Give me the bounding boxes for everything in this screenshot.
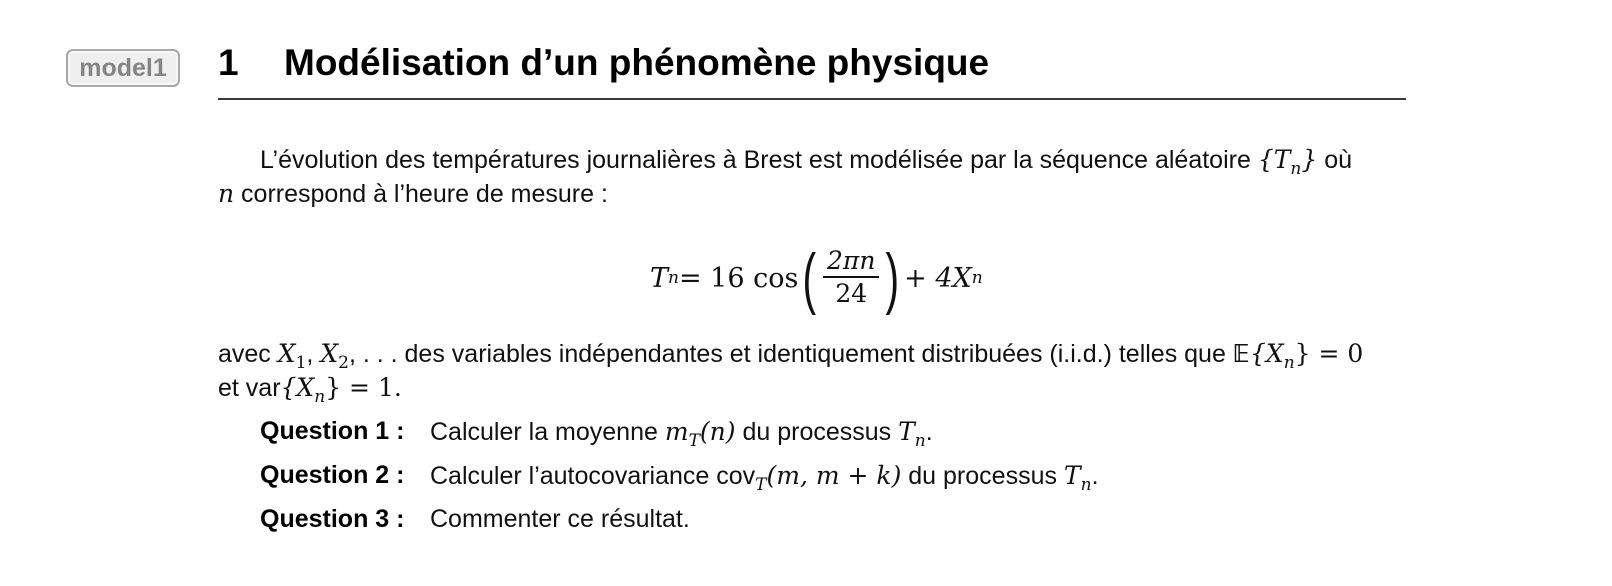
- eq-coefficient: = 16 cos: [678, 262, 799, 294]
- condition-line-1: [218, 339, 1363, 373]
- variance-arg: {X: [280, 373, 315, 402]
- display-equation: [650, 238, 983, 318]
- eq-rhs: + 4X: [904, 262, 972, 294]
- right-paren: ): [885, 240, 900, 316]
- condition-start: avec: [218, 340, 278, 368]
- question-1-text-b: du processus: [735, 418, 899, 446]
- comma-1: ,: [306, 340, 321, 368]
- section-title: Modélisation d’un phénomène physique: [284, 42, 990, 83]
- cov-argument: (m, m + k): [766, 461, 902, 490]
- fraction-denominator: 24: [835, 279, 868, 308]
- expectation-value: } = 0: [1294, 339, 1364, 368]
- mean-subscript: T: [688, 431, 700, 451]
- question-2-text-a: Calculer l’autocovariance cov: [430, 462, 756, 490]
- question-2-label: Question 2 :: [260, 461, 405, 489]
- process-symbol-2: T: [1063, 461, 1081, 490]
- index-variable: n: [218, 179, 235, 208]
- question-1-period: .: [925, 418, 933, 446]
- left-paren: (: [802, 240, 817, 316]
- question-3-text: Commenter ce résultat.: [430, 505, 690, 533]
- variance-value: } = 1.: [325, 373, 402, 402]
- x1-subscript: 1: [295, 353, 307, 373]
- intro-line-1: [260, 145, 1352, 179]
- expectation-subscript: n: [1283, 353, 1295, 373]
- question-1-text: [430, 417, 933, 451]
- condition-line-2: [218, 373, 402, 407]
- question-2-text-b: du processus: [901, 462, 1064, 490]
- model-tag: model1: [66, 49, 180, 87]
- sequence-symbol: {T: [1257, 145, 1291, 174]
- mean-symbol: m: [664, 417, 689, 446]
- process-symbol: T: [898, 417, 915, 446]
- cov-subscript: T: [755, 475, 767, 495]
- section-number: 1: [218, 42, 239, 83]
- intro-text-2: correspond à l’heure de mesure :: [234, 180, 608, 208]
- mean-argument: (n): [699, 417, 736, 446]
- fraction-numerator: 2πn: [823, 246, 879, 278]
- process-subscript-2: n: [1080, 475, 1092, 495]
- variance-subscript: n: [314, 387, 326, 407]
- question-1-text-a: Calculer la moyenne: [430, 418, 665, 446]
- question-3: [260, 505, 690, 534]
- intro-text: L’évolution des températures journalières à Brest est modélisée par la séquence aléatoire: [260, 146, 1258, 174]
- question-1: [260, 417, 933, 451]
- question-3-label: Question 3 :: [260, 505, 405, 533]
- question-1-label: Question 1 :: [260, 417, 405, 445]
- intro-text-end: où: [1317, 146, 1353, 174]
- expectation-arg: {X: [1249, 339, 1284, 368]
- variance-label: et var: [218, 374, 281, 402]
- fraction: [823, 246, 879, 310]
- expectation-symbol: 𝔼: [1232, 339, 1250, 368]
- x1-symbol: X: [277, 339, 296, 368]
- process-subscript: n: [914, 431, 926, 451]
- x2-subscript: 2: [338, 353, 349, 373]
- ellipsis: , . . .: [348, 340, 405, 368]
- x2-symbol: X: [320, 339, 339, 368]
- section-heading: [218, 36, 989, 90]
- eq-lhs: T: [650, 262, 669, 294]
- eq-lhs-subscript: n: [668, 268, 679, 288]
- question-2-text: [430, 461, 1099, 495]
- eq-rhs-subscript: n: [971, 268, 983, 288]
- intro-line-2: [218, 179, 608, 209]
- heading-rule: [218, 98, 1406, 100]
- sequence-subscript: n: [1290, 159, 1302, 179]
- question-2-period: .: [1091, 462, 1099, 490]
- question-2: [260, 461, 1099, 495]
- condition-text: des variables indépendantes et identiquement distribuées (i.i.d.) telles que: [404, 340, 1233, 368]
- sequence-close: }: [1301, 145, 1318, 174]
